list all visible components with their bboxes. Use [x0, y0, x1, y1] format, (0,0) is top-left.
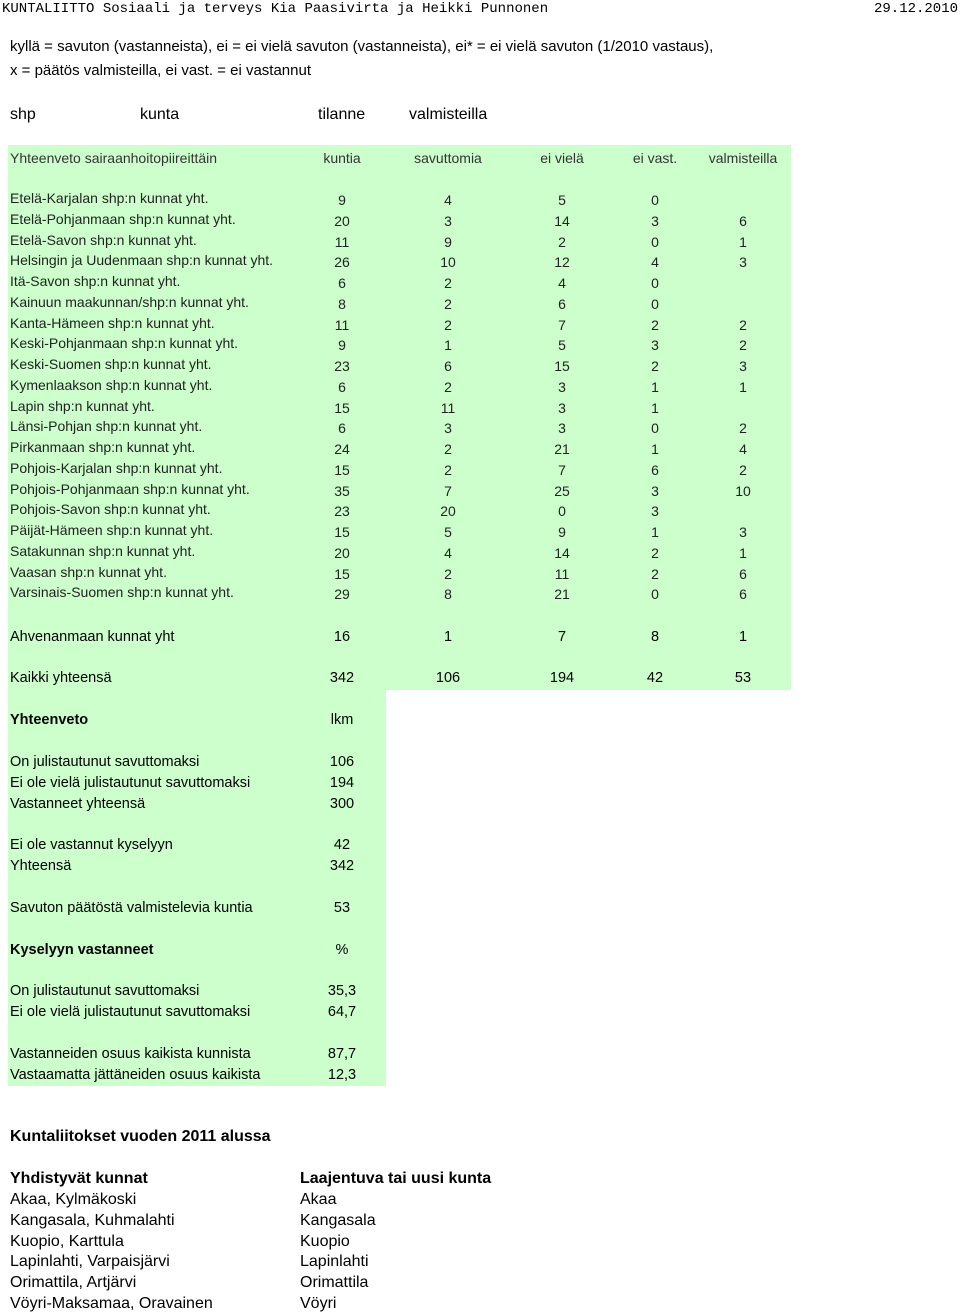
- summary-row-name: Päijät-Hämeen shp:n kunnat yht.: [10, 522, 214, 538]
- summary-row-value: 12: [554, 254, 570, 271]
- summary-row-value: 2: [558, 233, 566, 250]
- merger-merged-municipalities: Orimattila, Artjärvi: [10, 1274, 137, 1292]
- col-header-tilanne: tilanne: [318, 106, 366, 123]
- summary-header-2: ei vielä: [540, 150, 584, 166]
- summary-row-value: 20: [440, 503, 456, 520]
- summary-row-value: 2: [651, 358, 659, 374]
- summary-header-4: valmisteilla: [708, 150, 778, 166]
- summary-row-name: Pohjois-Pohjanmaan shp:n kunnat yht.: [10, 480, 250, 497]
- summary-row-value: 6: [739, 586, 747, 603]
- summary-row-name: Itä-Savon shp:n kunnat yht.: [10, 273, 181, 289]
- summary-row-value: 6: [558, 295, 566, 312]
- merger-result-municipality: Orimattila: [300, 1274, 369, 1292]
- summary-row-value: 3: [444, 420, 452, 437]
- summary-row-name: Pohjois-Karjalan shp:n kunnat yht.: [10, 459, 223, 476]
- summary-row-value: 15: [334, 399, 350, 416]
- overview-label: Yhteensä: [10, 858, 72, 874]
- summary-row-value: 20: [334, 212, 350, 229]
- summary-row-value: 6: [444, 358, 452, 374]
- merger-merged-municipalities: Kuopio, Karttula: [10, 1232, 124, 1250]
- total-name: Kaikki yhteensä: [10, 670, 112, 686]
- summary-row-value: 4: [444, 544, 452, 561]
- summary-row-value: 10: [440, 254, 456, 271]
- summary-row-value: 9: [338, 192, 346, 208]
- overview-label: Savuton päätöstä valmistelevia kuntia: [10, 900, 253, 916]
- summary-row-value: 1: [651, 524, 659, 540]
- summary-row-value: 0: [651, 275, 659, 291]
- summary-row-name: Etelä-Savon shp:n kunnat yht.: [10, 231, 197, 248]
- summary-row-value: 2: [444, 461, 452, 478]
- summary-row-value: 1: [739, 233, 747, 250]
- summary-row-value: 2: [739, 337, 747, 354]
- merger-result-municipality: Kangasala: [300, 1211, 376, 1229]
- summary-row-name: Pirkanmaan shp:n kunnat yht.: [10, 439, 196, 455]
- ahvenanmaa-value: 8: [650, 629, 660, 645]
- legend-line-1: kyllä = savuton (vastanneista), ei = ei vielä savuton (vastanneista), ei* = ei vielä savuton (1/2010 vastaus),: [10, 38, 714, 55]
- summary-row-value: 3: [739, 358, 747, 374]
- respondents-label: Vastanneiden osuus kaikista kunnista: [10, 1046, 251, 1062]
- summary-row-value: 5: [558, 337, 566, 354]
- summary-row-value: 3: [739, 524, 747, 540]
- overview-label: Ei ole vastannut kyselyyn: [10, 837, 173, 853]
- summary-row-value: 15: [334, 524, 350, 540]
- summary-row-value: 24: [334, 441, 350, 457]
- page-header: [0, 0, 960, 18]
- summary-row-value: 3: [651, 337, 659, 354]
- summary-row-value: 2: [444, 275, 452, 291]
- summary-row-value: 9: [444, 233, 452, 250]
- respondents-label: On julistautunut savuttomaksi: [10, 983, 200, 999]
- summary-row-value: 25: [554, 482, 570, 499]
- summary-row-name: Länsi-Pohjan shp:n kunnat yht.: [10, 418, 203, 435]
- summary-row-value: 8: [444, 586, 452, 603]
- summary-row-value: 2: [444, 565, 452, 582]
- merger-merged-municipalities: Akaa, Kylmäkoski: [10, 1191, 137, 1208]
- summary-row-value: 3: [739, 254, 747, 271]
- summary-row-name: Satakunnan shp:n kunnat yht.: [10, 542, 196, 559]
- summary-row-value: 7: [444, 482, 452, 499]
- header-date: 29.12.2010: [874, 1, 959, 17]
- summary-row-value: 4: [444, 192, 452, 208]
- summary-row-value: 5: [444, 524, 452, 540]
- overview-highlight: [8, 690, 386, 1086]
- summary-row-value: 0: [651, 233, 659, 250]
- merger-result-municipality: Vöyri: [300, 1295, 337, 1312]
- summary-row-value: 4: [651, 254, 659, 271]
- summary-row-name: Kanta-Hämeen shp:n kunnat yht.: [10, 314, 215, 331]
- summary-row-value: 5: [558, 192, 566, 208]
- overview-label: On julistautunut savuttomaksi: [10, 754, 200, 770]
- summary-row-value: 3: [651, 482, 659, 499]
- summary-row-value: 35: [334, 482, 350, 499]
- respondents-value: 12,3: [327, 1067, 357, 1083]
- respondents-value: 87,7: [327, 1046, 357, 1062]
- respondents-title: Kyselyyn vastanneet: [10, 942, 154, 958]
- col-header-shp: shp: [10, 106, 36, 123]
- ahvenanmaa-value: 7: [557, 629, 567, 645]
- summary-title: Yhteenveto sairaanhoitopiireittäin: [10, 150, 218, 166]
- summary-row-value: 6: [338, 275, 346, 291]
- overview-value: 300: [329, 796, 355, 812]
- summary-row-value: 6: [739, 565, 747, 582]
- summary-row-value: 0: [651, 192, 659, 208]
- summary-row-name: Keski-Suomen shp:n kunnat yht.: [10, 356, 212, 372]
- summary-row-value: 1: [739, 378, 747, 395]
- summary-row-value: 2: [739, 316, 747, 333]
- respondents-value: 35,3: [327, 983, 357, 999]
- summary-row-value: 11: [334, 233, 350, 250]
- summary-row-value: 14: [554, 212, 570, 229]
- summary-header-0: kuntia: [323, 150, 361, 166]
- col-header-kunta: kunta: [140, 106, 180, 123]
- summary-row-value: 1: [651, 378, 659, 395]
- summary-row-value: 21: [554, 586, 570, 603]
- overview-label: Vastanneet yhteensä: [10, 796, 146, 812]
- summary-row-value: 3: [651, 503, 659, 520]
- merger-result-municipality: Kuopio: [300, 1232, 350, 1250]
- summary-row-value: 26: [334, 254, 350, 271]
- summary-row-name: Kainuun maakunnan/shp:n kunnat yht.: [10, 293, 249, 310]
- summary-row-name: Etelä-Karjalan shp:n kunnat yht.: [10, 190, 209, 206]
- summary-row-name: Helsingin ja Uudenmaan shp:n kunnat yht.: [10, 252, 274, 269]
- header-title: KUNTALIITTO Sosiaali ja terveys Kia Paasivirta ja Heikki Punnonen: [2, 1, 549, 17]
- summary-row-name: Lapin shp:n kunnat yht.: [10, 397, 155, 414]
- summary-row-name: Etelä-Pohjanmaan shp:n kunnat yht.: [10, 210, 236, 227]
- ahvenanmaa-value: 16: [333, 629, 351, 645]
- summary-header-1: savuttomia: [414, 150, 482, 166]
- summary-row-value: 14: [554, 544, 570, 561]
- summary-row-value: 3: [558, 420, 566, 437]
- legend-line-2: x = päätös valmisteilla, ei vast. = ei vastannut: [10, 62, 311, 79]
- respondents-unit: %: [335, 942, 349, 958]
- summary-row-value: 29: [334, 586, 350, 603]
- summary-row-value: 2: [444, 316, 452, 333]
- merger-result-municipality: Akaa: [300, 1191, 337, 1208]
- summary-row-value: 15: [554, 358, 570, 374]
- summary-row-value: 2: [444, 378, 452, 395]
- summary-row-value: 20: [334, 544, 350, 561]
- summary-row-value: 3: [558, 399, 566, 416]
- summary-row-value: 9: [338, 337, 346, 354]
- summary-row-value: 1: [651, 399, 659, 416]
- overview-value: 42: [333, 837, 351, 853]
- summary-row-value: 2: [444, 441, 452, 457]
- summary-row-name: Vaasan shp:n kunnat yht.: [10, 563, 167, 580]
- summary-row-value: 11: [334, 316, 350, 333]
- overview-value: 194: [329, 775, 355, 791]
- overview-unit: lkm: [330, 712, 354, 728]
- total-value: 194: [549, 670, 575, 686]
- summary-row-value: 1: [739, 544, 747, 561]
- summary-row-value: 10: [735, 482, 751, 499]
- total-value: 106: [435, 670, 461, 686]
- summary-row-value: 2: [739, 461, 747, 478]
- summary-row-value: 1: [651, 441, 659, 457]
- summary-row-value: 4: [739, 441, 747, 457]
- summary-row-value: 2: [739, 420, 747, 437]
- merger-merged-municipalities: Kangasala, Kuhmalahti: [10, 1211, 175, 1229]
- summary-row-value: 0: [651, 420, 659, 437]
- summary-row-value: 6: [338, 378, 346, 395]
- summary-row-value: 11: [440, 399, 456, 416]
- summary-row-value: 23: [334, 358, 350, 374]
- ahvenanmaa-value: 1: [443, 629, 453, 645]
- respondents-value: 64,7: [327, 1004, 357, 1020]
- summary-row-value: 15: [334, 461, 350, 478]
- summary-row-value: 2: [651, 565, 659, 582]
- summary-row-value: 11: [554, 565, 570, 582]
- summary-row-value: 3: [444, 212, 452, 229]
- mergers-title: Kuntaliitokset vuoden 2011 alussa: [10, 1128, 271, 1145]
- respondents-label: Vastaamatta jättäneiden osuus kaikista: [10, 1067, 261, 1083]
- summary-row-value: 2: [651, 316, 659, 333]
- summary-row-value: 3: [558, 378, 566, 395]
- overview-value: 53: [333, 900, 351, 916]
- respondents-label: Ei ole vielä julistautunut savuttomaksi: [10, 1004, 251, 1020]
- summary-row-value: 6: [651, 461, 659, 478]
- overview-value: 106: [329, 754, 355, 770]
- summary-row-value: 21: [554, 441, 570, 457]
- summary-row-value: 9: [558, 524, 566, 540]
- summary-row-value: 0: [558, 503, 566, 520]
- mergers-col2-header: Laajentuva tai uusi kunta: [300, 1170, 492, 1187]
- total-value: 342: [329, 670, 355, 686]
- merger-merged-municipalities: Lapinlahti, Varpaisjärvi: [10, 1253, 170, 1271]
- overview-title: Yhteenveto: [10, 712, 89, 728]
- overview-label: Ei ole vielä julistautunut savuttomaksi: [10, 775, 251, 791]
- summary-row-name: Keski-Pohjanmaan shp:n kunnat yht.: [10, 335, 239, 352]
- summary-row-value: 8: [338, 295, 346, 312]
- summary-row-value: 6: [338, 420, 346, 437]
- summary-row-value: 2: [651, 544, 659, 561]
- merger-merged-municipalities: Vöyri-Maksamaa, Oravainen: [10, 1295, 213, 1312]
- ahvenanmaa-value: 1: [738, 629, 748, 645]
- summary-row-value: 1: [444, 337, 452, 354]
- summary-row-value: 0: [651, 295, 659, 312]
- summary-row-value: 4: [558, 275, 566, 291]
- mergers-col1-header: Yhdistyvät kunnat: [10, 1170, 148, 1187]
- summary-row-value: 2: [444, 295, 452, 312]
- summary-row-value: 3: [651, 212, 659, 229]
- summary-row-value: 0: [651, 586, 659, 603]
- total-value: 53: [734, 670, 752, 686]
- merger-result-municipality: Lapinlahti: [300, 1253, 369, 1271]
- summary-row-name: Kymenlaakson shp:n kunnat yht.: [10, 376, 213, 393]
- summary-row-value: 7: [558, 316, 566, 333]
- summary-row-name: Pohjois-Savon shp:n kunnat yht.: [10, 501, 211, 518]
- ahvenanmaa-name: Ahvenanmaan kunnat yht: [10, 629, 175, 645]
- overview-value: 342: [329, 858, 355, 874]
- col-header-valmisteilla: valmisteilla: [409, 106, 488, 123]
- summary-row-name: Varsinais-Suomen shp:n kunnat yht.: [10, 584, 234, 601]
- summary-header-3: ei vast.: [632, 150, 678, 166]
- summary-row-value: 15: [334, 565, 350, 582]
- summary-row-value: 23: [334, 503, 350, 520]
- total-value: 42: [646, 670, 664, 686]
- summary-row-value: 7: [558, 461, 566, 478]
- summary-row-value: 6: [739, 212, 747, 229]
